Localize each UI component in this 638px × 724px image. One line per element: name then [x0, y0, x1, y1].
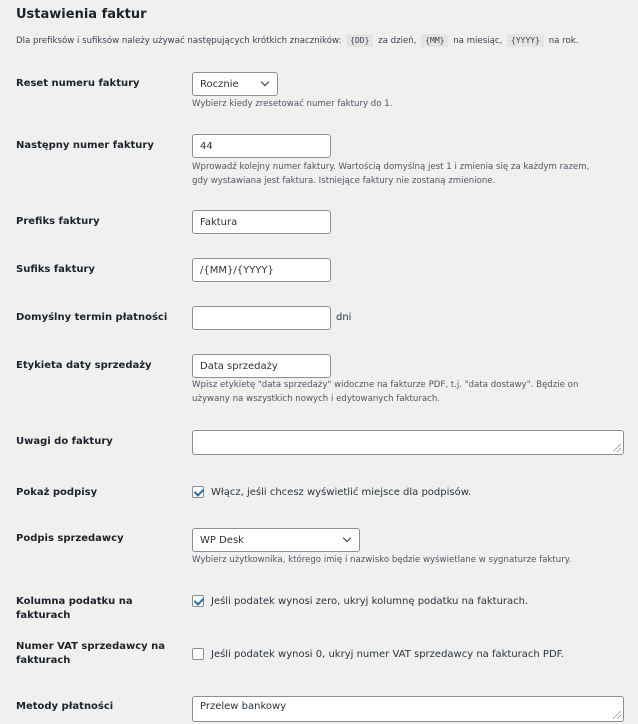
- seller-vat-option[interactable]: [192, 648, 564, 660]
- prefix-input[interactable]: [192, 210, 331, 234]
- sale-date-label: Etykieta daty sprzedaży: [16, 360, 152, 371]
- tax-column-label: Kolumna podatku na fakturach: [16, 596, 133, 621]
- next-number-input[interactable]: [192, 134, 331, 158]
- seller-signature-description: Wybierz użytkownika, którego imię i nazwisko będzie wyświetlane w sygnaturze faktury.: [192, 555, 572, 565]
- tag-year: {YYYY}: [507, 34, 544, 47]
- tax-column-text: Jeśli podatek wynosi zero, ukryj kolumnę podatku na fakturach.: [211, 595, 529, 607]
- seller-signature-select[interactable]: [192, 528, 360, 552]
- next-number-description-1: Wprowadź kolejny numer faktury. Wartością domyślną jest 1 i zmienia się za każdym razem,: [192, 162, 590, 172]
- seller-vat-checkbox[interactable]: [192, 648, 204, 660]
- reset-select[interactable]: [192, 72, 278, 96]
- reset-label: Reset numeru faktury: [16, 78, 140, 89]
- seller-vat-label-line1: Numer VAT sprzedawcy na: [16, 641, 166, 652]
- sale-date-description-2: używany na wszystkich nowych i edytowanych fakturach.: [192, 394, 441, 404]
- signatures-label: Pokaż podpisy: [16, 487, 98, 498]
- notes-textarea[interactable]: [192, 430, 624, 455]
- sale-date-description-1: Wpisz etykietę "data sprzedaży" widoczne na fakturze PDF, t.j. "data dostawy". Będzie on: [192, 380, 579, 390]
- payment-term-input[interactable]: [192, 306, 331, 330]
- chevron-down-icon: [343, 534, 351, 542]
- notes-label: Uwagi do faktury: [16, 436, 113, 447]
- prefix-label: Prefiks faktury: [16, 216, 100, 227]
- intro-text: Dla prefiksów i sufiksów należy używać następujących krótkich znaczników:: [16, 36, 342, 46]
- reset-description: Wybierz kiedy zresetować numer faktury do 1.: [192, 99, 393, 109]
- tag-day-text: za dzień,: [378, 36, 417, 46]
- suffix-label: Sufiks faktury: [16, 264, 95, 275]
- payment-methods-value: Przelew bankowy: [200, 701, 287, 712]
- next-number-description-2: gdy wystawiana jest faktura. Istniejące faktury nie zostaną zmienione.: [192, 176, 496, 186]
- tag-day: {DD}: [346, 34, 373, 47]
- tag-month: {MM}: [421, 34, 448, 47]
- sale-date-label-value: Data sprzedaży: [200, 360, 278, 372]
- tax-column-checkbox[interactable]: [192, 595, 204, 607]
- resize-grip-icon[interactable]: [613, 711, 621, 719]
- tag-month-text: na miesiąc,: [453, 36, 503, 46]
- tax-column-option[interactable]: [192, 595, 528, 607]
- resize-grip-icon[interactable]: [613, 444, 621, 452]
- payment-methods-textarea[interactable]: [192, 696, 624, 722]
- seller-signature-value: WP Desk: [200, 534, 244, 546]
- payment-term-unit: dni: [336, 312, 352, 323]
- seller-vat-text: Jeśli podatek wynosi 0, ukryj numer VAT sprzedawcy na fakturach PDF.: [211, 648, 564, 660]
- tag-year-text: na rok.: [548, 36, 579, 46]
- signatures-text: Włącz, jeśli chcesz wyświetlić miejsce dla podpisów.: [211, 486, 472, 498]
- suffix-value: /{MM}/{YYYY}: [200, 264, 274, 276]
- seller-vat-label-line2: fakturach: [16, 655, 71, 666]
- payment-methods-label: Metody płatności: [16, 701, 114, 712]
- payment-term-label: Domyślny termin płatności: [16, 312, 168, 323]
- seller-signature-label: Podpis sprzedawcy: [16, 533, 124, 544]
- section-intro: [16, 36, 578, 46]
- suffix-input[interactable]: [192, 258, 331, 282]
- next-number-value: 44: [200, 140, 213, 152]
- reset-select-value: Rocznie: [200, 78, 239, 90]
- prefix-value: Faktura: [200, 216, 238, 228]
- signatures-checkbox[interactable]: [192, 486, 204, 498]
- chevron-down-icon: [261, 78, 269, 86]
- next-number-label: Następny numer faktury: [16, 140, 154, 151]
- signatures-option[interactable]: [192, 486, 471, 498]
- section-title: Ustawienia faktur: [16, 7, 147, 22]
- seller-vat-label: [16, 640, 186, 668]
- sale-date-label-input[interactable]: [192, 354, 331, 378]
